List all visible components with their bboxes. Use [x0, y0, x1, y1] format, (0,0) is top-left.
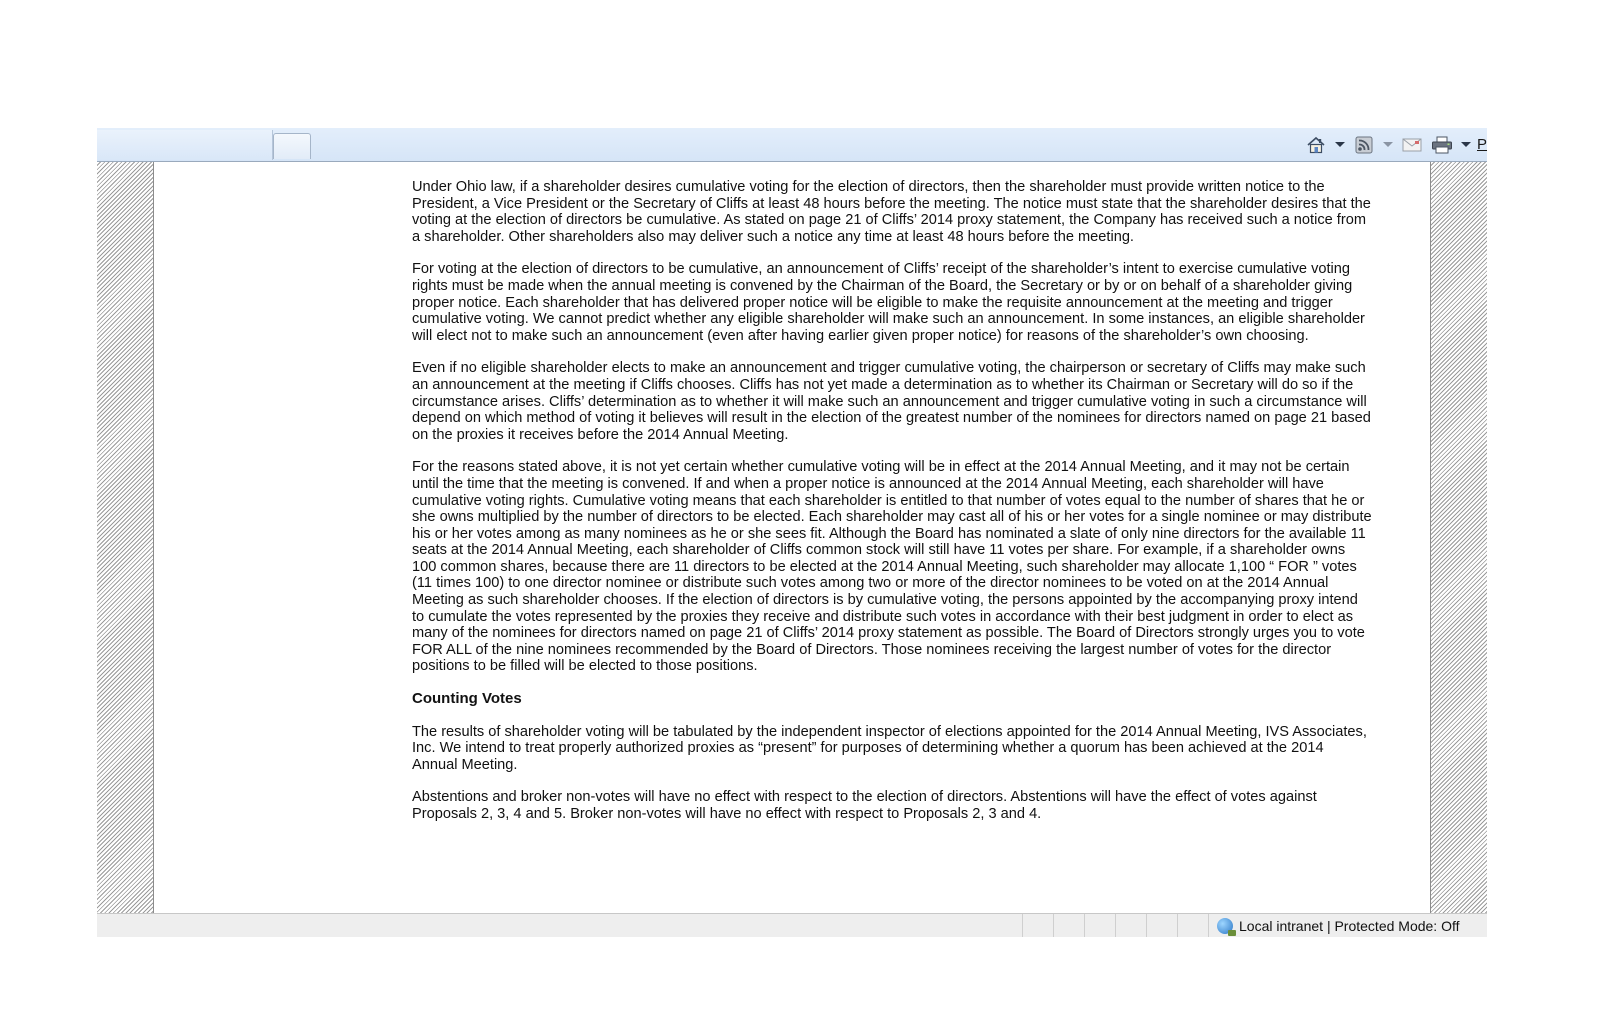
paragraph-abstentions: Abstentions and broker non-votes will have no effect with respect to the election of directors. Abstentions will have the effect of votes against Proposals 2, 3, 4 and 5. Broker non-votes will have no effect with respect to Proposals 2, 3 and 4. — [412, 789, 1317, 822]
feeds-icon[interactable] — [1351, 132, 1377, 158]
print-dropdown-chevron-icon[interactable] — [1459, 132, 1473, 158]
mail-icon[interactable] — [1399, 132, 1425, 158]
paragraph-announcement: For voting at the election of directors to be cumulative, an announcement of Cliffs’ receipt of the shareholder’s intent to exercise cumulative voting rights must be made when the annual meeting is convened by the Chairman of the Board, the Secretary or by or on behalf of a shareholder giving proper notice. Each shareholder that has delivered proper notice will be eligible to make the requisite announcement at the meeting and trigger cumulative voting. We cannot predict whether any eligible shareholder will make such an announcement. In some instances, an eligible shareholder will elect not to make such an announcement (even after having earlier given proper notice) for reasons of the shareholder’s own choosing. — [412, 261, 1365, 344]
paragraph-cumulative-explained: For the reasons stated above, it is not yet certain whether cumulative voting will be in effect at the 2014 Annual Meeting, and it may not be certain until the time that the meeting is convened. If and when a proper notice is announced at the 2014 Annual Meeting, each shareholder will have cumulative voting rights. Cumulative voting means that each shareholder is entitled to that number of votes equal to the number of shares that he or she owns multiplied by the number of directors to be elected. Each shareholder may cast all of his or her votes for a single nominee or may distribute his or her votes among as many nominees as he or she sees fit. Although the Board has nominated a slate of only nine directors for the available 11 seats at the 2014 Annual Meeting, each shareholder of Cliffs common stock will still have 11 votes per share. For example, if a shareholder owns 100 common shares, because there are 11 directors to be elected at the 2014 Annual Meeting, such shareholder may allocate 1,100 “ FOR ” votes (11 times 100) to one director nominee or distribute such votes among two or more of the director nominees to be voted on at the 2014 Annual Meeting as such shareholder chooses. If the election of directors is by cumulative voting, the persons appointed by the accompanying proxy intend to cumulate the votes represented by the proxies they receive and distribute such votes in accordance with their best judgment in order to elect as many of the nominees for directors named on page 21 of Cliffs’ 2014 proxy statement as possible. The Board of Directors strongly urges you to vote FOR ALL of the nine nominees recommended by the Board of Directors. Those nominees receiving the largest number of votes for the director positions to be filled will be elected to those positions. — [412, 459, 1372, 675]
status-pane — [1177, 914, 1208, 937]
section-heading: Counting Votes — [412, 690, 522, 708]
paragraph-cumulative-notice: Under Ohio law, if a shareholder desires cumulative voting for the election of directors, then the shareholder must provide written notice to the President, a Vice President or the Secretary of Cliffs at least 48 hours before the meeting. The notice must state that the shareholder desires that the voting at the election of directors be cumulative. As stated on page 21 of Cliffs’ 2014 proxy statement, the Company has received such a notice from a shareholder. Other shareholders also may deliver such a notice any time at least 48 hours before the meeting. — [412, 179, 1371, 245]
print-icon[interactable] — [1429, 132, 1455, 158]
status-bar — [97, 913, 1487, 937]
status-pane — [1146, 914, 1177, 937]
status-pane — [1084, 914, 1115, 937]
command-bar — [97, 128, 1487, 162]
status-pane — [1053, 914, 1084, 937]
document-page — [154, 162, 1430, 913]
left-page-margin — [97, 162, 154, 913]
status-pane — [1115, 914, 1146, 937]
document-viewer — [97, 162, 1487, 913]
security-zone[interactable] — [1208, 914, 1487, 937]
paragraph-chairperson: Even if no eligible shareholder elects to make an announcement and trigger cumulative voting, the chairperson or secretary of Cliffs may make such an announcement at the meeting if Cliffs chooses. Cliffs has not yet made a determination as to whether its Chairman or Secretary will do so if the circumstance arises. Cliffs’ determination as to whether it will make such an announcement and trigger cumulative voting in such a circumstance will depend on which method of voting it believes will result in the election of the greatest number of the nominees for directors named on page 21 based on the proxies it receives before the 2014 Annual Meeting. — [412, 360, 1371, 443]
intranet-globe-icon — [1217, 918, 1233, 934]
status-pane — [1022, 914, 1053, 937]
active-tab[interactable] — [97, 130, 273, 160]
page-menu-button[interactable]: P — [1477, 136, 1488, 153]
browser-window — [97, 128, 1487, 936]
home-dropdown-chevron-icon[interactable] — [1333, 132, 1347, 158]
feeds-dropdown-chevron-icon[interactable] — [1381, 132, 1395, 158]
command-tools — [1303, 128, 1487, 161]
new-tab-button[interactable] — [273, 133, 311, 159]
paragraph-tabulation: The results of shareholder voting will be tabulated by the independent inspector of elections appointed for the 2014 Annual Meeting, IVS Associates, Inc. We intend to treat properly authorized proxies as “present” for purposes of determining whether a quorum has been achieved at the 2014 Annual Meeting. — [412, 723, 1367, 773]
status-panes — [1022, 914, 1208, 937]
security-zone-label: Local intranet | Protected Mode: Off — [1239, 917, 1460, 934]
document-text — [412, 179, 1372, 839]
right-page-margin — [1430, 162, 1487, 913]
home-icon[interactable] — [1303, 132, 1329, 158]
